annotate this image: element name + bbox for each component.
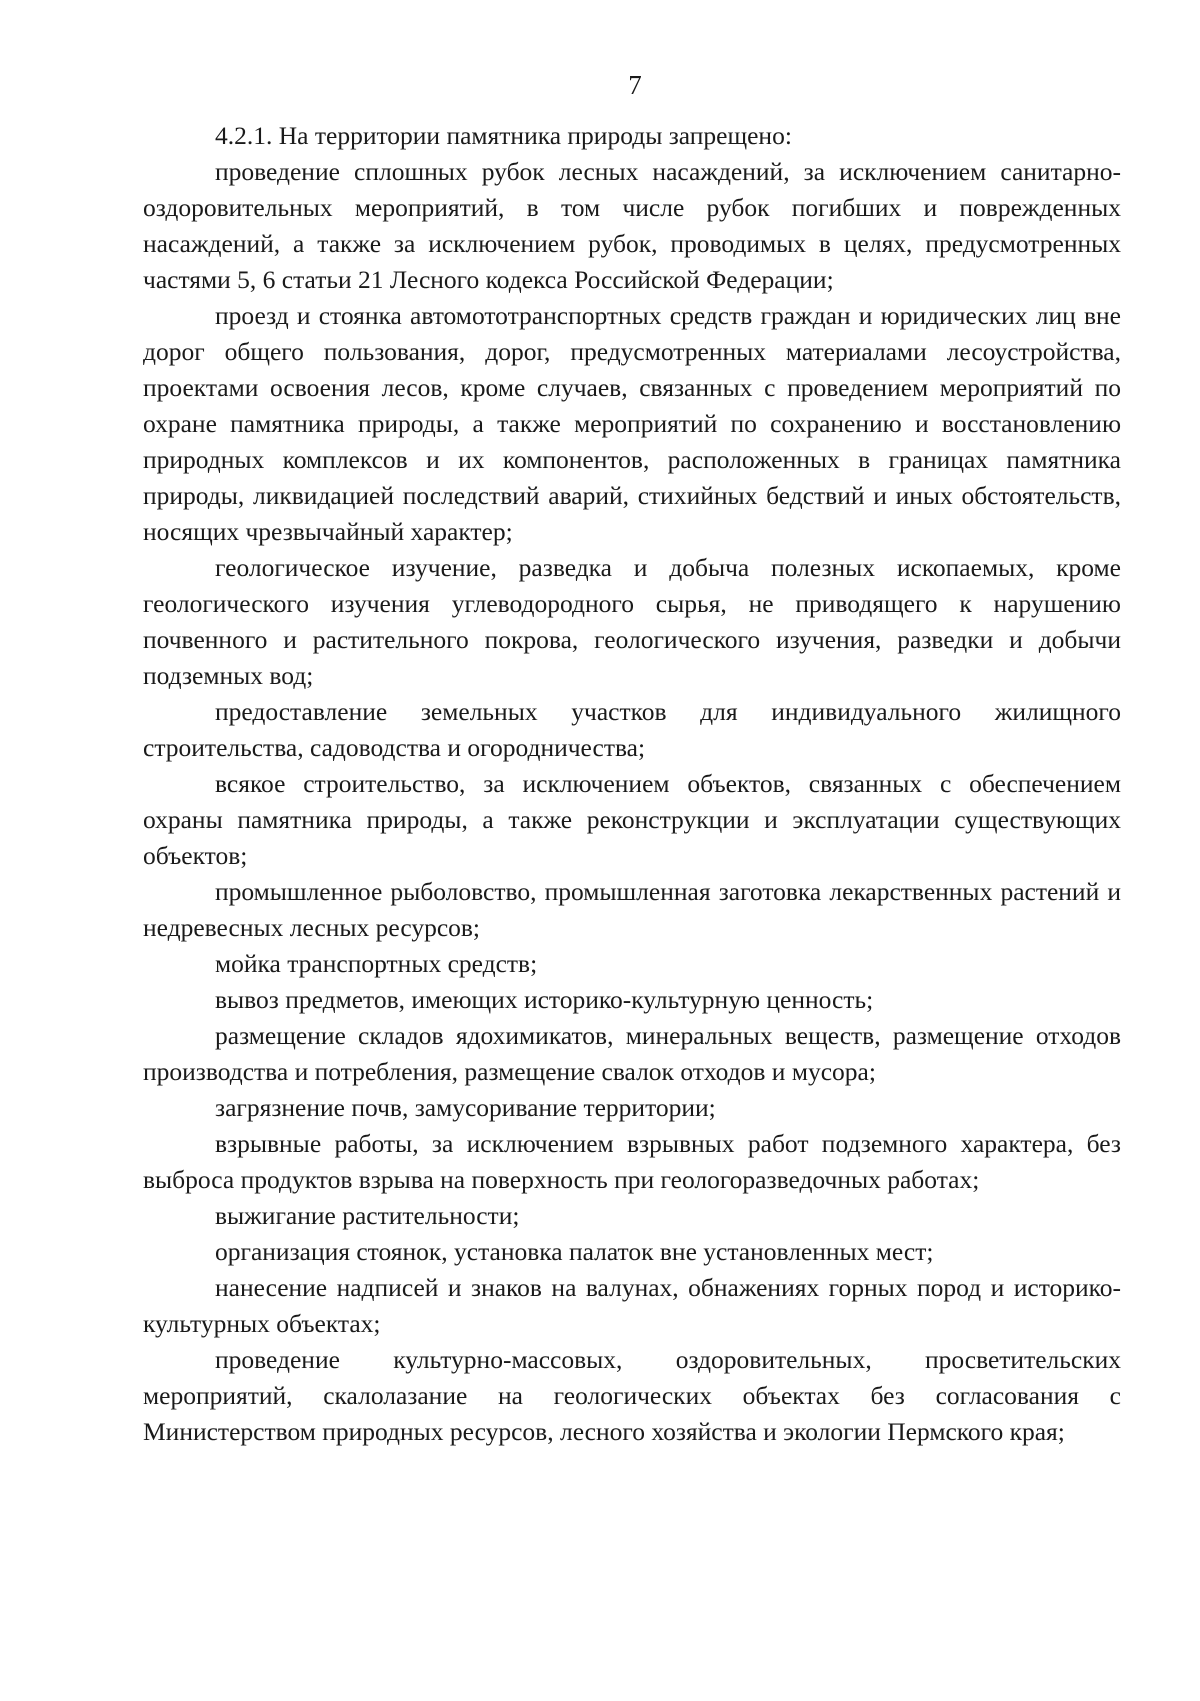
paragraph: геологическое изучение, разведка и добыча полезных ископаемых, кроме геологического изучения углеводородного сырья, не приводящего к нарушению почвенного и растительного покрова, геологического изучения, разведки и добычи подземных вод; (143, 553, 1121, 690)
body-text (143, 118, 1121, 1450)
paragraph: нанесение надписей и знаков на валунах, обнажениях горных пород и историко-культурных объектах; (143, 1273, 1121, 1338)
page-number: 7 (628, 70, 642, 100)
paragraph: проведение сплошных рубок лесных насаждений, за исключением санитарно-оздоровительных мероприятий, в том числе рубок погибших и поврежденных насаждений, а также за исключением рубок, проводимых в целях, предусмотренных частями 5, 6 статьи 21 Лесного кодекса Российской Федерации; (143, 157, 1121, 294)
paragraph: загрязнение почв, замусоривание территории; (215, 1093, 716, 1122)
paragraph: проведение культурно-массовых, оздоровительных, просветительских мероприятий, скалолазание на геологических объектах без согласования с Министерством природных ресурсов, лесного хозяйства и экологии Пермского края; (143, 1345, 1121, 1446)
paragraph: размещение складов ядохимикатов, минеральных веществ, размещение отходов производства и потребления, размещение свалок отходов и мусора; (143, 1021, 1121, 1086)
paragraph: предоставление земельных участков для индивидуального жилищного строительства, садоводства и огородничества; (143, 697, 1121, 762)
paragraph: вывоз предметов, имеющих историко-культурную ценность; (215, 985, 874, 1014)
paragraph: проезд и стоянка автомототранспортных средств граждан и юридических лиц вне дорог общего пользования, дорог, предусмотренных материалами лесоустройства, проектами освоения лесов, кроме случаев, связанных с проведением мероприятий по охране памятника природы, а также мероприятий по сохранению и восстановлению природных комплексов и их компонентов, расположенных в границах памятника природы, ликвидацией последствий аварий, стихийных бедствий и иных обстоятельств, носящих чрезвычайный характер; (143, 301, 1121, 546)
paragraph: организация стоянок, установка палаток вне установленных мест; (215, 1237, 934, 1266)
paragraph: всякое строительство, за исключением объектов, связанных с обеспечением охраны памятника природы, а также реконструкции и эксплуатации существующих объектов; (143, 769, 1121, 870)
section-heading: 4.2.1. На территории памятника природы запрещено: (215, 121, 792, 150)
paragraph: взрывные работы, за исключением взрывных работ подземного характера, без выброса продуктов взрыва на поверхность при геологоразведочных работах; (143, 1129, 1121, 1194)
paragraph: промышленное рыболовство, промышленная заготовка лекарственных растений и недревесных лесных ресурсов; (143, 877, 1121, 942)
paragraph: выжигание растительности; (215, 1201, 520, 1230)
paragraph: мойка транспортных средств; (215, 949, 538, 978)
